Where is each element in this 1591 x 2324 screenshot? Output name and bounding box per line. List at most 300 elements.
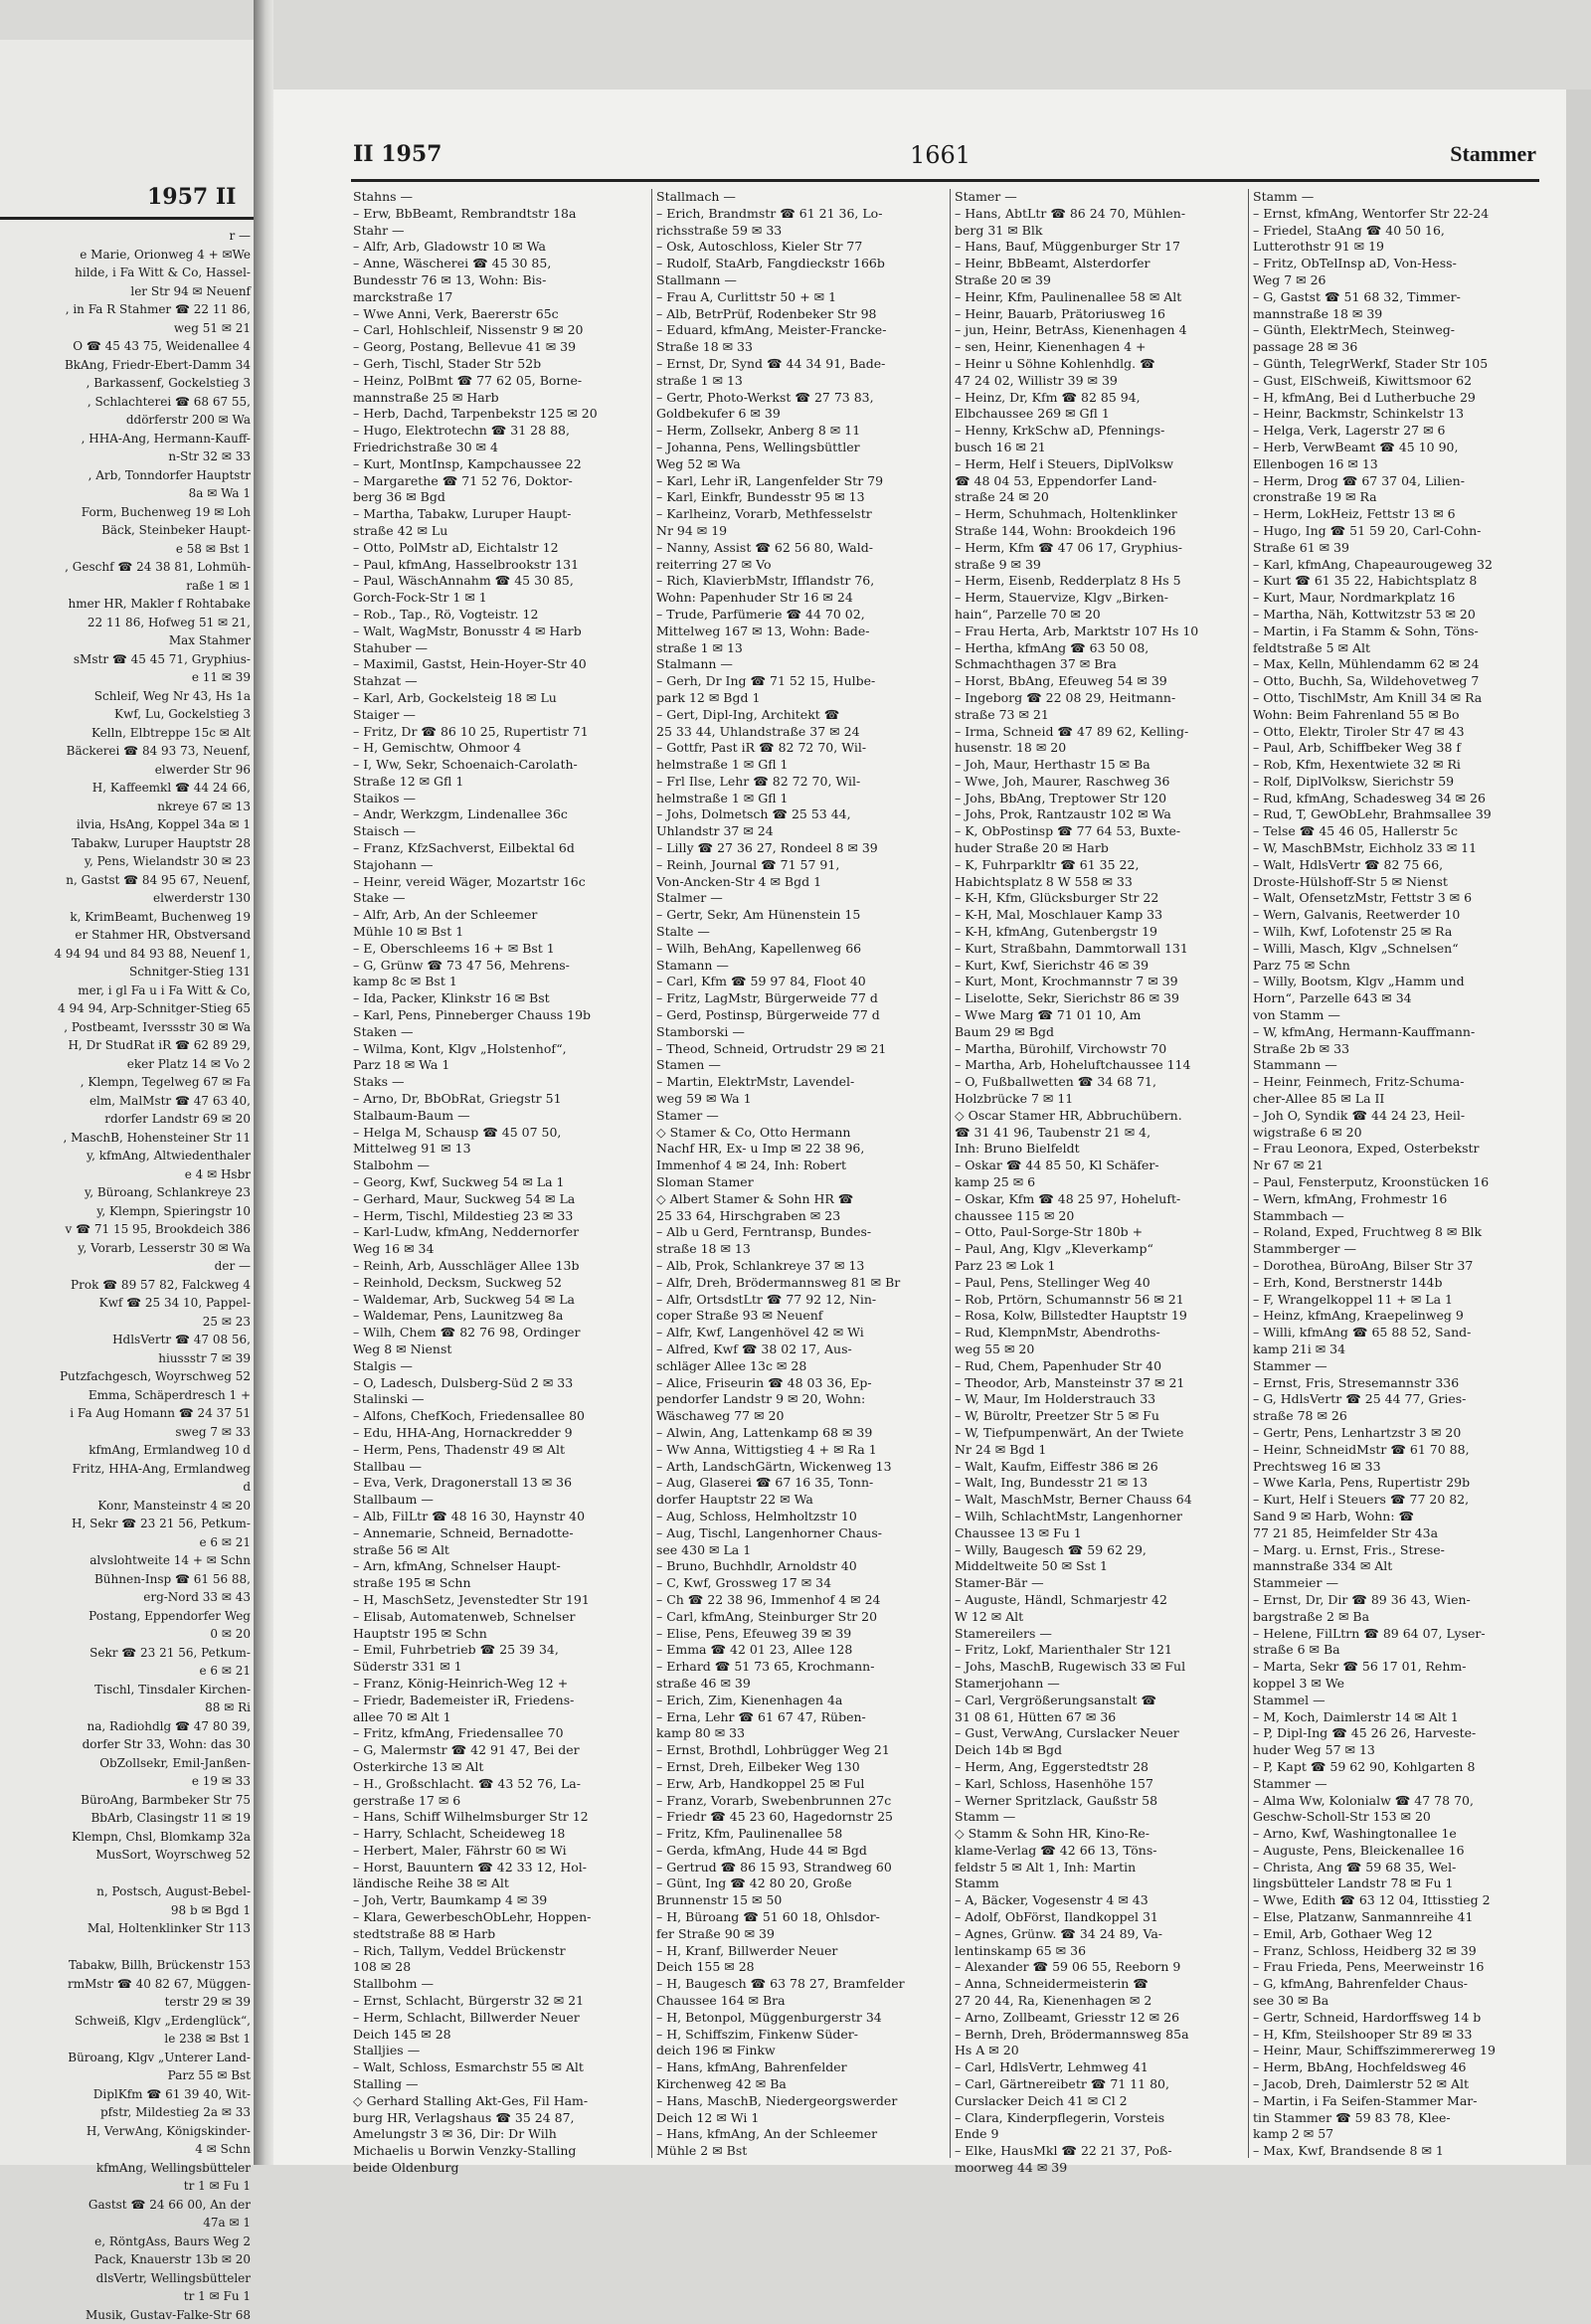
directory-entry: Von-Ancken-Str 4 ✉ Bgd 1 xyxy=(656,874,945,891)
directory-entry: – Karl, Pens, Pinneberger Chauss 19b xyxy=(353,1007,641,1024)
directory-entry: – Karl, Einkfr, Bundesstr 95 ✉ 13 xyxy=(656,489,945,506)
directory-entry: 77 21 85, Heimfelder Str 43a xyxy=(1253,1525,1541,1542)
directory-entry: – Klara, GewerbeschObLehr, Hoppen- xyxy=(353,1909,641,1926)
left-page-line: Kwf, Lu, Gockelstieg 3 xyxy=(0,705,251,724)
left-page-line: DiplKfm ☎ 61 39 40, Wit- xyxy=(0,2085,251,2104)
directory-entry: park 12 ✉ Bgd 1 xyxy=(656,690,945,707)
left-page-line: v ☎ 71 15 95, Brookdeich 386 xyxy=(0,1220,251,1239)
directory-entry: kamp 25 ✉ 6 xyxy=(955,1174,1243,1191)
directory-entry: – O, Ladesch, Dulsberg-Süd 2 ✉ 33 xyxy=(353,1375,641,1392)
directory-entry: – Walt, OfensetzMstr, Fettstr 3 ✉ 6 xyxy=(1253,890,1541,907)
directory-entry: tin Stammer ☎ 59 83 78, Klee- xyxy=(1253,2110,1541,2127)
directory-entry: – Arno, Dr, BbObRat, Griegstr 51 xyxy=(353,1091,641,1108)
directory-entry: – Herm, LokHeiz, Fettstr 13 ✉ 6 xyxy=(1253,506,1541,523)
directory-entry: – Rich, Tallym, Veddel Brückenstr xyxy=(353,1943,641,1960)
directory-entry: – Martha, Arb, Hoheluftchaussee 114 xyxy=(955,1057,1243,1074)
directory-entry: – Joh O, Syndik ☎ 44 24 23, Heil- xyxy=(1253,1108,1541,1125)
left-page-line: nkreye 67 ✉ 13 xyxy=(0,798,251,816)
left-page-text xyxy=(0,227,251,2324)
directory-entry: – Gottfr, Past iR ☎ 82 72 70, Wil- xyxy=(656,740,945,757)
directory-entry: Prechtsweg 16 ✉ 33 xyxy=(1253,1459,1541,1476)
directory-entry: – Rudolf, StaArb, Fangdieckstr 166b xyxy=(656,256,945,272)
directory-entry: – Reinhold, Decksm, Suckweg 52 xyxy=(353,1275,641,1292)
directory-entry: – A, Bäcker, Vogesenstr 4 ✉ 43 xyxy=(955,1892,1243,1909)
left-page-line: ilvia, HsAng, Koppel 34a ✉ 1 xyxy=(0,815,251,834)
directory-entry: – Fritz, ObTelInsp aD, Von-Hess- xyxy=(1253,256,1541,272)
directory-entry: helmstraße 1 ✉ Gfl 1 xyxy=(656,791,945,807)
directory-entry: Deich 14b ✉ Bgd xyxy=(955,1742,1243,1759)
directory-entry: Hs A ✉ 20 xyxy=(955,2043,1243,2059)
left-page-line: Bühnen-Insp ☎ 61 56 88, xyxy=(0,1570,251,1589)
directory-entry: straße 73 ✉ 21 xyxy=(955,707,1243,724)
directory-entry: Wohn: Beim Fahrenland 55 ✉ Bo xyxy=(1253,707,1541,724)
directory-entry: – O, Fußballwetten ☎ 34 68 71, xyxy=(955,1074,1243,1091)
left-page-line: e 58 ✉ Bst 1 xyxy=(0,540,251,559)
directory-entry: – K-H, kfmAng, Gutenbergstr 19 xyxy=(955,924,1243,941)
left-page-line: elm, MalMstr ☎ 47 63 40, xyxy=(0,1092,251,1111)
left-page-line: , Postbeamt, Iverssstr 30 ✉ Wa xyxy=(0,1018,251,1037)
directory-entry: – Heinr, Bauarb, Prätoriusweg 16 xyxy=(955,306,1243,323)
directory-entry: ☎ 48 04 53, Eppendorfer Land- xyxy=(955,473,1243,490)
left-page-line: e 19 ✉ 33 xyxy=(0,1772,251,1791)
directory-entry: Straße 2b ✉ 33 xyxy=(1253,1041,1541,1058)
directory-entry: berg 36 ✉ Bgd xyxy=(353,489,641,506)
surname-heading: Stalte — xyxy=(656,924,945,941)
directory-entry: Elbchaussee 269 ✉ Gfl 1 xyxy=(955,406,1243,423)
directory-entry: – G, HdlsVertr ☎ 25 44 77, Gries- xyxy=(1253,1391,1541,1408)
directory-entry: feldtstraße 5 ✉ Alt xyxy=(1253,640,1541,657)
directory-entry: – Alice, Friseurin ☎ 48 03 36, Ep- xyxy=(656,1375,945,1392)
directory-entry: Lutterothstr 91 ✉ 19 xyxy=(1253,239,1541,256)
left-page-line: Bäckerei ☎ 84 93 73, Neuenf, xyxy=(0,742,251,761)
left-page-line: alvslohtweite 14 + ✉ Schn xyxy=(0,1551,251,1570)
directory-entry: – Walt, HdlsVertr ☎ 82 75 66, xyxy=(1253,857,1541,874)
left-page-line: Konr, Mansteinstr 4 ✉ 20 xyxy=(0,1497,251,1516)
directory-entry: – Otto, PolMstr aD, Eichtalstr 12 xyxy=(353,540,641,557)
surname-heading: Stammel — xyxy=(1253,1693,1541,1709)
directory-entry: – Alb, BetrPrüf, Rodenbeker Str 98 xyxy=(656,306,945,323)
directory-entry: – Arno, Kwf, Washingtonallee 1e xyxy=(1253,1826,1541,1843)
surname-heading: Stahr — xyxy=(353,223,641,240)
surname-heading: Stamm — xyxy=(1253,189,1541,206)
directory-entry: – Heinr u Söhne Kohlenhdlg. ☎ xyxy=(955,356,1243,373)
left-page-line: k, KrimBeamt, Buchenweg 19 xyxy=(0,908,251,927)
directory-entry: – Carl, HdlsVertr, Lehmweg 41 xyxy=(955,2059,1243,2076)
directory-entry: – Heinr, vereid Wäger, Mozartstr 16c xyxy=(353,874,641,891)
left-page-line: er Stahmer HR, Obstversand xyxy=(0,926,251,945)
left-page-line: 98 b ✉ Bgd 1 xyxy=(0,1901,251,1920)
directory-entry: – H, Kranf, Billwerder Neuer xyxy=(656,1943,945,1960)
directory-entry: straße 9 ✉ 39 xyxy=(955,557,1243,574)
left-page-header: 1957 II xyxy=(147,184,236,210)
directory-entry: – Max, Kwf, Brandsende 8 ✉ 1 xyxy=(1253,2143,1541,2160)
directory-entry: – Paul, Pens, Stellinger Weg 40 xyxy=(955,1275,1243,1292)
directory-entry: – Eduard, kfmAng, Meister-Francke- xyxy=(656,322,945,339)
directory-entry: – Frau Frieda, Pens, Meerweinstr 16 xyxy=(1253,1959,1541,1976)
directory-entry: marckstraße 17 xyxy=(353,289,641,306)
left-page-line: Kwf ☎ 25 34 10, Pappel- xyxy=(0,1294,251,1313)
left-page-line: 4 94 94 und 84 93 88, Neuenf 1, xyxy=(0,945,251,964)
right-page xyxy=(273,89,1566,2165)
directory-entry: – Ernst, Dr, Dir ☎ 89 36 43, Wien- xyxy=(1253,1592,1541,1609)
surname-heading: Stalljies — xyxy=(353,2043,641,2059)
left-page-line: sweg 7 ✉ 33 xyxy=(0,1423,251,1442)
directory-entry: – Alfred, Kwf ☎ 38 02 17, Aus- xyxy=(656,1341,945,1358)
directory-entry: – Walt, MaschMstr, Berner Chauss 64 xyxy=(955,1492,1243,1509)
directory-entry: Parz 18 ✉ Wa 1 xyxy=(353,1057,641,1074)
left-page-line: tr 1 ✉ Fu 1 xyxy=(0,2287,251,2306)
directory-entry: gerstraße 17 ✉ 6 xyxy=(353,1793,641,1810)
directory-entry: Gorch-Fock-Str 1 ✉ 1 xyxy=(353,590,641,607)
directory-entry: 27 20 44, Ra, Kienenhagen ✉ 2 xyxy=(955,1993,1243,2010)
left-page-line: e 6 ✉ 21 xyxy=(0,1662,251,1681)
directory-entry: – Edu, HHA-Ang, Hornackredder 9 xyxy=(353,1425,641,1442)
left-page-line: Schnitger-Stieg 131 xyxy=(0,963,251,982)
left-page-line xyxy=(0,1865,251,1883)
directory-entry: – Herb, Dachd, Tarpenbekstr 125 ✉ 20 xyxy=(353,406,641,423)
directory-entry: – Hertha, kfmAng ☎ 63 50 08, xyxy=(955,640,1243,657)
left-page-line: n, Gastst ☎ 84 95 67, Neuenf, xyxy=(0,871,251,890)
directory-entry: – H, Kfm, Steilshooper Str 89 ✉ 33 xyxy=(1253,2027,1541,2044)
surname-heading: Staiger — xyxy=(353,707,641,724)
directory-entry: – Wwe Anni, Verk, Baererstr 65c xyxy=(353,306,641,323)
page-keyword: Stammer xyxy=(1450,141,1536,167)
directory-entry: – Ch ☎ 22 38 96, Immenhof 4 ✉ 24 xyxy=(656,1592,945,1609)
directory-entry: – Herm, Kfm ☎ 47 06 17, Gryphius- xyxy=(955,540,1243,557)
directory-entry: – Herbert, Maler, Fährstr 60 ✉ Wi xyxy=(353,1843,641,1860)
left-page-line: hmer HR, Makler f Rohtabake xyxy=(0,595,251,614)
left-page-line: HdlsVertr ☎ 47 08 56, xyxy=(0,1331,251,1349)
directory-entry: – Gertr, Schneid, Hardorffsweg 14 b xyxy=(1253,2010,1541,2027)
directory-entry: – Gerhard, Maur, Suckweg 54 ✉ La xyxy=(353,1191,641,1208)
directory-entry: W 12 ✉ Alt xyxy=(955,1609,1243,1626)
left-page-line: kfmAng, Ermlandweg 10 d xyxy=(0,1441,251,1460)
left-page-line: Max Stahmer xyxy=(0,631,251,650)
directory-entry: – Aug, Glaserei ☎ 67 16 35, Tonn- xyxy=(656,1475,945,1492)
directory-entry: reiterring 27 ✉ Vo xyxy=(656,557,945,574)
directory-entry: – Carl, Gärtnereibetr ☎ 71 11 80, xyxy=(955,2076,1243,2093)
directory-entry: – Wilh, BehAng, Kapellenweg 66 xyxy=(656,941,945,958)
directory-entry: – Carl, Vergrößerungsanstalt ☎ xyxy=(955,1693,1243,1709)
directory-entry: schläger Allee 13c ✉ 28 xyxy=(656,1358,945,1375)
directory-entry: – Franz, König-Heinrich-Weg 12 + xyxy=(353,1676,641,1693)
directory-entry: – K-H, Kfm, Glücksburger Str 22 xyxy=(955,890,1243,907)
page-header xyxy=(353,141,1536,175)
surname-heading: Stammeier — xyxy=(1253,1575,1541,1592)
directory-entry: – Hans, MaschB, Niedergeorgswerder xyxy=(656,2093,945,2110)
directory-entry: – Rud, Chem, Papenhuder Str 40 xyxy=(955,1358,1243,1375)
directory-entry: – Herm, BbAng, Hochfeldsweg 46 xyxy=(1253,2059,1541,2076)
directory-entry: Chaussee 13 ✉ Fu 1 xyxy=(955,1525,1243,1542)
directory-entry: – Alma Ww, Kolonialw ☎ 47 78 70, xyxy=(1253,1793,1541,1810)
left-page-line: Prok ☎ 89 57 82, Falckweg 4 xyxy=(0,1276,251,1295)
directory-entry: – Christa, Ang ☎ 59 68 35, Wel- xyxy=(1253,1860,1541,1877)
directory-entry: – Reinh, Arb, Ausschläger Allee 13b xyxy=(353,1258,641,1275)
directory-entry: huder Straße 20 ✉ Harb xyxy=(955,840,1243,857)
directory-entry: – Waldemar, Arb, Suckweg 54 ✉ La xyxy=(353,1292,641,1309)
directory-entry: deich 196 ✉ Finkw xyxy=(656,2043,945,2059)
directory-entry: Friedrichstraße 30 ✉ 4 xyxy=(353,440,641,456)
directory-entry: – Johs, Dolmetsch ☎ 25 53 44, xyxy=(656,806,945,823)
directory-entry: cher-Allee 85 ✉ La II xyxy=(1253,1091,1541,1108)
directory-entry: Michaelis u Borwin Venzky-Stalling xyxy=(353,2143,641,2160)
left-page-line: 8a ✉ Wa 1 xyxy=(0,484,251,503)
left-page-line: n-Str 32 ✉ 33 xyxy=(0,447,251,466)
directory-entry: Geschw-Scholl-Str 153 ✉ 20 xyxy=(1253,1809,1541,1826)
directory-entry: – Fritz, Lokf, Marienthaler Str 121 xyxy=(955,1642,1243,1659)
left-page-line: e 6 ✉ 21 xyxy=(0,1533,251,1552)
directory-entry: – Ernst, kfmAng, Wentorfer Str 22-24 xyxy=(1253,206,1541,223)
directory-entry: – Kurt, Maur, Nordmarkplatz 16 xyxy=(1253,590,1541,607)
directory-entry: – K, ObPostinsp ☎ 77 64 53, Buxte- xyxy=(955,823,1243,840)
directory-entry: Straße 12 ✉ Gfl 1 xyxy=(353,774,641,791)
directory-entry: – Otto, Elektr, Tiroler Str 47 ✉ 43 xyxy=(1253,724,1541,741)
directory-entry: – Telse ☎ 45 46 05, Hallerstr 5c xyxy=(1253,823,1541,840)
directory-entry: weg 59 ✉ Wa 1 xyxy=(656,1091,945,1108)
directory-entry: kamp 80 ✉ 33 xyxy=(656,1725,945,1742)
directory-entry: Baum 29 ✉ Bgd xyxy=(955,1024,1243,1041)
directory-entry: – Helene, FilLtrn ☎ 89 64 07, Lyser- xyxy=(1253,1626,1541,1643)
directory-entry: – Willi, Masch, Klgv „Schnelsen“ xyxy=(1253,941,1541,958)
left-page-line: y, Pens, Wielandstr 30 ✉ 23 xyxy=(0,852,251,871)
directory-entry: Straße 18 ✉ 33 xyxy=(656,339,945,356)
directory-entry: – Karl-Ludw, kfmAng, Neddernorfer xyxy=(353,1224,641,1241)
directory-entry: cronstraße 19 ✉ Ra xyxy=(1253,489,1541,506)
directory-entry: – Rolf, DiplVolksw, Sierichstr 59 xyxy=(1253,774,1541,791)
left-page-line: sMstr ☎ 45 45 71, Gryphius- xyxy=(0,650,251,669)
directory-column-2 xyxy=(651,189,945,2158)
directory-entry: – Wern, Galvanis, Reetwerder 10 xyxy=(1253,907,1541,924)
directory-entry: – Wwe Marg ☎ 71 01 10, Am xyxy=(955,1007,1243,1024)
directory-entry: berg 31 ✉ Blk xyxy=(955,223,1243,240)
header-rule xyxy=(351,179,1539,182)
directory-entry: – Herm, Drog ☎ 67 37 04, Lilien- xyxy=(1253,473,1541,490)
left-page-line: le 238 ✉ Bst 1 xyxy=(0,2030,251,2049)
directory-entry: – Rob, Kfm, Hexentwiete 32 ✉ Ri xyxy=(1253,757,1541,774)
directory-entry: weg 55 ✉ 20 xyxy=(955,1341,1243,1358)
directory-entry: – H, Baugesch ☎ 63 78 27, Bramfelder xyxy=(656,1976,945,1993)
directory-entry: koppel 3 ✉ We xyxy=(1253,1676,1541,1693)
directory-entry: – Aug, Tischl, Langenhorner Chaus- xyxy=(656,1525,945,1542)
left-page-line: Parz 55 ✉ Bst xyxy=(0,2066,251,2085)
left-page-line: kfmAng, Wellingsbütteler xyxy=(0,2159,251,2178)
directory-entry: beide Oldenburg xyxy=(353,2160,641,2177)
directory-entry: – W, Büroltr, Preetzer Str 5 ✉ Fu xyxy=(955,1408,1243,1425)
directory-entry: – Bernh, Dreh, Brödermannsweg 85a xyxy=(955,2027,1243,2044)
directory-entry: helmstraße 1 ✉ Gfl 1 xyxy=(656,757,945,774)
directory-entry: Weg 8 ✉ Nienst xyxy=(353,1341,641,1358)
directory-entry: – Agnes, Grünw. ☎ 34 24 89, Va- xyxy=(955,1926,1243,1943)
directory-entry: straße 1 ✉ 13 xyxy=(656,640,945,657)
directory-entry: ☎ 31 41 96, Taubenstr 21 ✉ 4, xyxy=(955,1125,1243,1142)
directory-entry: – Erich, Zim, Kienenhagen 4a xyxy=(656,1693,945,1709)
left-page-line: H, Kaffeemkl ☎ 44 24 66, xyxy=(0,779,251,798)
directory-entry: – Elise, Pens, Efeuweg 39 ✉ 39 xyxy=(656,1626,945,1643)
directory-entry: – Gerh, Dr Ing ☎ 71 52 15, Hulbe- xyxy=(656,673,945,690)
left-page-line: ler Str 94 ✉ Neuenf xyxy=(0,282,251,301)
directory-entry: – Willy, Bootsm, Klgv „Hamm und xyxy=(1253,974,1541,990)
directory-entry: Goldbekufer 6 ✉ 39 xyxy=(656,406,945,423)
directory-entry: – Herm, Stauervize, Klgv „Birken- xyxy=(955,590,1243,607)
directory-entry: burg HR, Verlagshaus ☎ 35 24 87, xyxy=(353,2110,641,2127)
left-page-line: 4 94 94, Arp-Schnitger-Stieg 65 xyxy=(0,999,251,1018)
directory-entry: chaussee 115 ✉ 20 xyxy=(955,1208,1243,1225)
directory-entry: – Gertrud ☎ 86 15 93, Strandweg 60 xyxy=(656,1860,945,1877)
directory-entry: Immenhof 4 ✉ 24, Inh: Robert xyxy=(656,1158,945,1174)
directory-entry: – Friedel, StaAng ☎ 40 50 16, xyxy=(1253,223,1541,240)
directory-entry: – Carl, kfmAng, Steinburger Str 20 xyxy=(656,1609,945,1626)
directory-entry: ◇ Stamer & Co, Otto Hermann xyxy=(656,1125,945,1142)
directory-entry: – Heinr, BbBeamt, Alsterdorfer xyxy=(955,256,1243,272)
surname-heading: Stajohann — xyxy=(353,857,641,874)
directory-entry: – Herm, Schuhmach, Holtenklinker xyxy=(955,506,1243,523)
book-gutter xyxy=(254,0,273,2165)
left-page-line: dorfer Str 33, Wohn: das 30 xyxy=(0,1735,251,1754)
directory-entry: – Kurt, Kwf, Sierichstr 46 ✉ 39 xyxy=(955,958,1243,975)
directory-entry: – Erhard ☎ 51 73 65, Krochmann- xyxy=(656,1659,945,1676)
directory-entry: – Fritz, Kfm, Paulinenallee 58 xyxy=(656,1826,945,1843)
directory-entry: – Joh, Vertr, Baumkamp 4 ✉ 39 xyxy=(353,1892,641,1909)
directory-entry: – Harry, Schlacht, Scheideweg 18 xyxy=(353,1826,641,1843)
left-page-line: MusSort, Woyrschweg 52 xyxy=(0,1846,251,1865)
directory-entry: – Rob., Tap., Rö, Vogteistr. 12 xyxy=(353,607,641,624)
directory-entry: – Gust, VerwAng, Curslacker Neuer xyxy=(955,1725,1243,1742)
surname-heading: Stallbau — xyxy=(353,1459,641,1476)
directory-entry: Middeltweite 50 ✉ Sst 1 xyxy=(955,1558,1243,1575)
directory-entry: Kirchenweg 42 ✉ Ba xyxy=(656,2076,945,2093)
directory-entry: – Friedr, Bademeister iR, Friedens- xyxy=(353,1693,641,1709)
directory-entry: – H, Schiffszim, Finkenw Süder- xyxy=(656,2027,945,2044)
directory-entry: – Willi, kfmAng ☎ 65 88 52, Sand- xyxy=(1253,1325,1541,1341)
left-page-line: raße 1 ✉ 1 xyxy=(0,577,251,596)
directory-entry: – Frau A, Curlittstr 50 + ✉ 1 xyxy=(656,289,945,306)
directory-entry: – Otto, TischlMstr, Am Knill 34 ✉ Ra xyxy=(1253,690,1541,707)
directory-entry: 31 08 61, Hütten 67 ✉ 36 xyxy=(955,1709,1243,1726)
directory-entry: – Clara, Kinderpflegerin, Vorsteis xyxy=(955,2110,1243,2127)
directory-entry: – C, Kwf, Grossweg 17 ✉ 34 xyxy=(656,1575,945,1592)
directory-entry: Nachf HR, Ex- u Imp ✉ 22 38 96, xyxy=(656,1141,945,1158)
surname-heading: Stalmann — xyxy=(656,656,945,673)
surname-heading: Stamereilers — xyxy=(955,1626,1243,1643)
left-page-line: Tabakw, Luruper Hauptstr 28 xyxy=(0,834,251,853)
directory-entry: – I, Ww, Sekr, Schoenaich-Carolath- xyxy=(353,757,641,774)
surname-heading: Stalbaum-Baum — xyxy=(353,1108,641,1125)
directory-entry: – Alfr, OrtsdstLtr ☎ 77 92 12, Nin- xyxy=(656,1292,945,1309)
directory-entry: Amelungstr 3 ✉ 36, Dir: Dr Wilh xyxy=(353,2126,641,2143)
surname-heading: Stammbach — xyxy=(1253,1208,1541,1225)
left-page-line: elwerder Str 96 xyxy=(0,761,251,780)
directory-entry: – M, Koch, Daimlerstr 14 ✉ Alt 1 xyxy=(1253,1709,1541,1726)
directory-entry: – Alfr, Kwf, Langenhövel 42 ✉ Wi xyxy=(656,1325,945,1341)
left-page-line: y, Büroang, Schlankreye 23 xyxy=(0,1183,251,1202)
left-page-header-rule xyxy=(0,217,254,220)
left-page-line: e Marie, Orionweg 4 + ✉We xyxy=(0,246,251,265)
directory-entry: – Willy, Baugesch ☎ 59 62 29, xyxy=(955,1542,1243,1559)
left-page-line: Tischl, Tinsdaler Kirchen- xyxy=(0,1681,251,1699)
directory-entry: Inh: Bruno Bielfeldt xyxy=(955,1141,1243,1158)
directory-entry: – Ida, Packer, Klinkstr 16 ✉ Bst xyxy=(353,990,641,1007)
left-page-line: Bäck, Steinbeker Haupt- xyxy=(0,521,251,540)
directory-entry: – Lilly ☎ 27 36 27, Rondeel 8 ✉ 39 xyxy=(656,840,945,857)
directory-entry: – Karl, kfmAng, Chapeaurougeweg 32 xyxy=(1253,557,1541,574)
surname-heading: Staisch — xyxy=(353,823,641,840)
left-page-line: rmMstr ☎ 40 82 67, Müggen- xyxy=(0,1975,251,1994)
directory-entry: Süderstr 331 ✉ 1 xyxy=(353,1659,641,1676)
left-page-line: Büroang, Klgv „Unterer Land- xyxy=(0,2049,251,2067)
directory-entry: – Ernst, Dr, Synd ☎ 44 34 91, Bade- xyxy=(656,356,945,373)
left-page-line: Musik, Gustav-Falke-Str 68 xyxy=(0,2306,251,2324)
directory-entry: Droste-Hülshoff-Str 5 ✉ Nienst xyxy=(1253,874,1541,891)
directory-entry: – Karl, Lehr iR, Langenfelder Str 79 xyxy=(656,473,945,490)
directory-entry: – Hans, Bauf, Müggenburger Str 17 xyxy=(955,239,1243,256)
directory-entry: – Franz, Vorarb, Swebenbrunnen 27c xyxy=(656,1793,945,1810)
directory-entry: lentinskamp 65 ✉ 36 xyxy=(955,1943,1243,1960)
directory-entry: straße 6 ✉ Ba xyxy=(1253,1642,1541,1659)
directory-entry: allee 70 ✉ Alt 1 xyxy=(353,1709,641,1726)
directory-entry: – Liselotte, Sekr, Sierichstr 86 ✉ 39 xyxy=(955,990,1243,1007)
directory-entry: – Arno, Zollbeamt, Griesstr 12 ✉ 26 xyxy=(955,2010,1243,2027)
directory-entry: hain“, Parzelle 70 ✉ 20 xyxy=(955,607,1243,624)
directory-entry: Sloman Stamer xyxy=(656,1174,945,1191)
left-page-line: n, Postsch, August-Bebel- xyxy=(0,1882,251,1901)
directory-entry: – Ww Anna, Wittigstieg 4 + ✉ Ra 1 xyxy=(656,1442,945,1459)
directory-entry: – Fritz, Dr ☎ 86 10 25, Rupertistr 71 xyxy=(353,724,641,741)
left-page-line: weg 51 ✉ 21 xyxy=(0,319,251,338)
directory-entry: Osterkirche 13 ✉ Alt xyxy=(353,1759,641,1776)
directory-entry: Ellenbogen 16 ✉ 13 xyxy=(1253,456,1541,473)
directory-entry: Uhlandstr 37 ✉ 24 xyxy=(656,823,945,840)
directory-entry: – Oskar ☎ 44 85 50, Kl Schäfer- xyxy=(955,1158,1243,1174)
directory-entry: – Alb, Prok, Schlankreye 37 ✉ 13 xyxy=(656,1258,945,1275)
directory-entry: straße 1 ✉ 13 xyxy=(656,373,945,390)
directory-entry: – Rich, KlavierbMstr, Ifflandstr 76, xyxy=(656,573,945,590)
directory-entry: – Rosa, Kolw, Billstedter Hauptstr 19 xyxy=(955,1308,1243,1325)
directory-entry: see 30 ✉ Ba xyxy=(1253,1993,1541,2010)
directory-entry: – Rud, KlempnMstr, Abendroths- xyxy=(955,1325,1243,1341)
directory-entry: Nr 94 ✉ 19 xyxy=(656,523,945,540)
surname-heading: Stalgis — xyxy=(353,1358,641,1375)
directory-entry: – Gert, Dipl-Ing, Architekt ☎ xyxy=(656,707,945,724)
left-page-line: Klempn, Chsl, Blomkamp 32a xyxy=(0,1828,251,1847)
surname-heading: Stalling — xyxy=(353,2076,641,2093)
directory-entry: – Alfr, Arb, Gladowstr 10 ✉ Wa xyxy=(353,239,641,256)
directory-entry: – Paul, WäschAnnahm ☎ 45 30 85, xyxy=(353,573,641,590)
directory-entry: – H, kfmAng, Bei d Lutherbuche 29 xyxy=(1253,390,1541,407)
directory-entry: – Günth, ElektrMech, Steinweg- xyxy=(1253,322,1541,339)
directory-entry: – Erh, Kond, Berstnerstr 144b xyxy=(1253,1275,1541,1292)
directory-entry: – H, MaschSetz, Jevenstedter Str 191 xyxy=(353,1592,641,1609)
left-page-line: Gastst ☎ 24 66 00, An der xyxy=(0,2196,251,2215)
directory-entry: Mühle 10 ✉ Bst 1 xyxy=(353,924,641,941)
directory-entry: – Theod, Schneid, Ortrudstr 29 ✉ 21 xyxy=(656,1041,945,1058)
directory-entry: – Herm, Tischl, Mildestieg 23 ✉ 33 xyxy=(353,1208,641,1225)
directory-entry: – Margarethe ☎ 71 52 76, Doktor- xyxy=(353,473,641,490)
left-page-line: 0 ✉ 20 xyxy=(0,1625,251,1644)
directory-entry: – Nanny, Assist ☎ 62 56 80, Wald- xyxy=(656,540,945,557)
left-page-line: tr 1 ✉ Fu 1 xyxy=(0,2177,251,2196)
surname-heading: Stammann — xyxy=(1253,1057,1541,1074)
directory-entry: – Friedr ☎ 45 23 60, Hagedornstr 25 xyxy=(656,1809,945,1826)
directory-entry: – Herm, Zollsekr, Anberg 8 ✉ 11 xyxy=(656,423,945,440)
directory-entry: – Arn, kfmAng, Schnelser Haupt- xyxy=(353,1558,641,1575)
directory-entry: – Maximil, Gastst, Hein-Hoyer-Str 40 xyxy=(353,656,641,673)
directory-entry: – Heinz, kfmAng, Kraepelinweg 9 xyxy=(1253,1308,1541,1325)
directory-entry: – Alb u Gerd, Ferntransp, Bundes- xyxy=(656,1224,945,1241)
directory-entry: – Wilma, Kont, Klgv „Holstenhof“, xyxy=(353,1041,641,1058)
directory-entry: – Max, Kelln, Mühlendamm 62 ✉ 24 xyxy=(1253,656,1541,673)
directory-entry: – Dorothea, BüroAng, Bilser Str 37 xyxy=(1253,1258,1541,1275)
directory-entry: – Frl Ilse, Lehr ☎ 82 72 70, Wil- xyxy=(656,774,945,791)
